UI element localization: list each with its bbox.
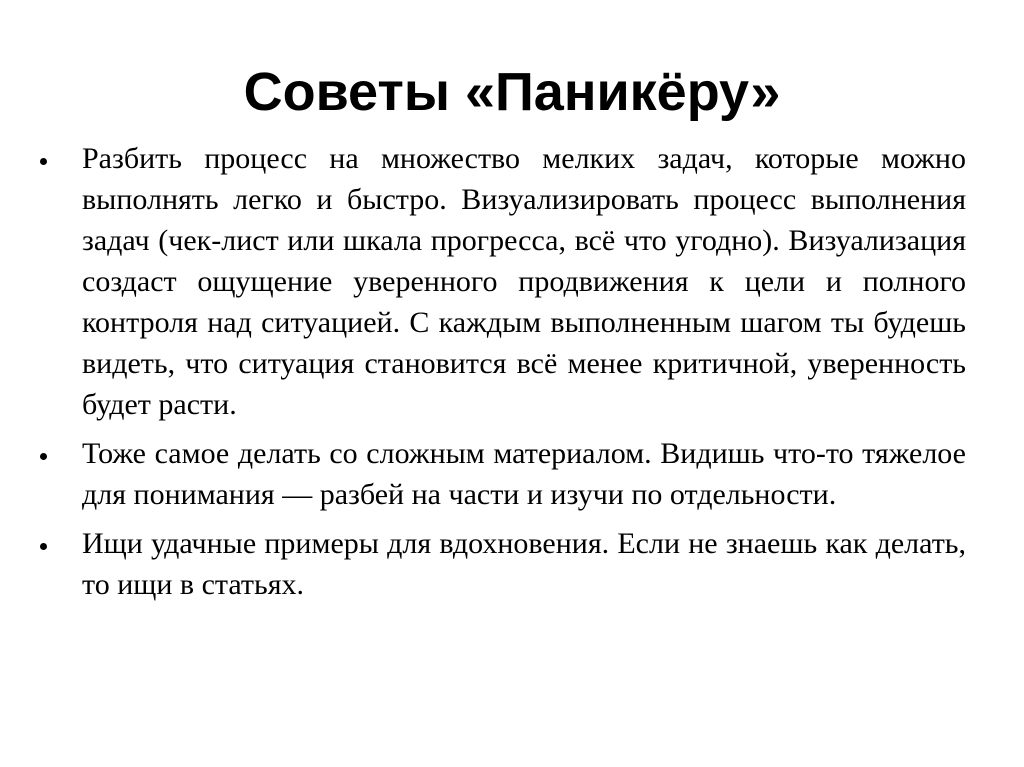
bullet-text: Тоже самое делать со сложным материалом. Видишь что-то тяжелое для понимания — разбей на части и изучи по отдельности.: [82, 437, 966, 511]
list-item: [40, 433, 966, 515]
list-item: [40, 138, 966, 425]
bullet-icon: [40, 158, 47, 165]
slide-title: Советы «Паникёру»: [243, 62, 781, 122]
bullet-list: [40, 138, 966, 613]
bullet-text: Ищи удачные примеры для вдохновения. Если не знаешь как делать, то ищи в статьях.: [82, 527, 966, 601]
list-item: [40, 523, 966, 605]
bullet-icon: [40, 453, 47, 460]
bullet-text: Разбить процесс на множество мелких задач, которые можно выполнять легко и быстро. Визуализировать процесс выполнения задач (чек-лист или шкала прогресса, всё что угодно). Визуализация создаст ощущение уверенного продвижения к цели и полного контроля над ситуацией. С каждым выполненным шагом ты будешь видеть, что ситуация становится всё менее критичной, уверенность будет расти.: [82, 142, 966, 421]
bullet-icon: [40, 543, 47, 550]
